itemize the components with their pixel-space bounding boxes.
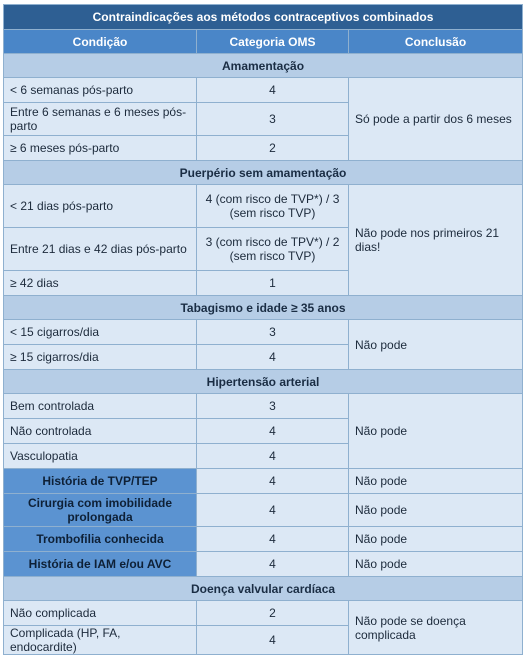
category-cell: 2: [197, 136, 349, 161]
condition-cell: Entre 6 semanas e 6 meses pós-parto: [4, 103, 197, 136]
highlighted-condition-cell: História de IAM e/ou AVC: [4, 552, 197, 577]
condition-cell: Vasculopatia: [4, 444, 197, 469]
conclusion-cell: Não pode nos primeiros 21 dias!: [349, 185, 523, 296]
conclusion-cell: Não pode: [349, 469, 523, 494]
section-header-row: [4, 370, 523, 394]
category-cell: 3: [197, 320, 349, 345]
category-cell: 4 (com risco de TVP*) / 3 (sem risco TVP): [197, 185, 349, 228]
section-header-row: [4, 54, 523, 78]
condition-cell: Bem controlada: [4, 394, 197, 419]
conclusion-cell: Não pode: [349, 494, 523, 527]
section-header-row: [4, 577, 523, 601]
section-header-row: [4, 296, 523, 320]
category-cell: 4: [197, 494, 349, 527]
category-cell: 4: [197, 419, 349, 444]
section-header-row: [4, 161, 523, 185]
table-header-row: [4, 30, 523, 54]
category-cell: 3: [197, 103, 349, 136]
table-title-row: [4, 5, 523, 30]
condition-cell: < 15 cigarros/dia: [4, 320, 197, 345]
table-title: Contraindicações aos métodos contraceptivos combinados: [4, 5, 523, 30]
section-title: Tabagismo e idade ≥ 35 anos: [4, 296, 523, 320]
highlighted-row: [4, 469, 523, 494]
category-cell: 4: [197, 444, 349, 469]
condition-cell: Não controlada: [4, 419, 197, 444]
section-title: Hipertensão arterial: [4, 370, 523, 394]
category-cell: 4: [197, 552, 349, 577]
column-header-condition: Condição: [4, 30, 197, 54]
section-title: Puerpério sem amamentação: [4, 161, 523, 185]
category-cell: 4: [197, 527, 349, 552]
highlighted-condition-cell: Trombofilia conhecida: [4, 527, 197, 552]
conclusion-cell: Não pode: [349, 527, 523, 552]
table-row: [4, 601, 523, 626]
category-cell: 4: [197, 626, 349, 655]
condition-cell: ≥ 15 cigarros/dia: [4, 345, 197, 370]
table-row: [4, 78, 523, 103]
table-row: [4, 320, 523, 345]
table-row: [4, 185, 523, 228]
column-header-conclusion: Conclusão: [349, 30, 523, 54]
condition-cell: ≥ 42 dias: [4, 271, 197, 296]
conclusion-cell: Não pode: [349, 320, 523, 370]
highlighted-row: [4, 494, 523, 527]
conclusion-cell: Não pode se doença complicada: [349, 601, 523, 655]
highlighted-condition-cell: História de TVP/TEP: [4, 469, 197, 494]
section-title: Amamentação: [4, 54, 523, 78]
category-cell: 3 (com risco de TPV*) / 2 (sem risco TVP): [197, 228, 349, 271]
condition-cell: Entre 21 dias e 42 dias pós-parto: [4, 228, 197, 271]
category-cell: 4: [197, 469, 349, 494]
conclusion-cell: Não pode: [349, 394, 523, 469]
category-cell: 4: [197, 345, 349, 370]
table-row: [4, 394, 523, 419]
conclusion-cell: Não pode: [349, 552, 523, 577]
category-cell: 4: [197, 78, 349, 103]
category-cell: 2: [197, 601, 349, 626]
condition-cell: ≥ 6 meses pós-parto: [4, 136, 197, 161]
section-title: Doença valvular cardíaca: [4, 577, 523, 601]
highlighted-row: [4, 527, 523, 552]
highlighted-condition-cell: Cirurgia com imobilidade prolongada: [4, 494, 197, 527]
column-header-category: Categoria OMS: [197, 30, 349, 54]
condition-cell: Complicada (HP, FA, endocardite): [4, 626, 197, 655]
condition-cell: < 6 semanas pós-parto: [4, 78, 197, 103]
highlighted-row: [4, 552, 523, 577]
contraindications-table: [3, 4, 523, 655]
category-cell: 1: [197, 271, 349, 296]
condition-cell: < 21 dias pós-parto: [4, 185, 197, 228]
conclusion-cell: Só pode a partir dos 6 meses: [349, 78, 523, 161]
category-cell: 3: [197, 394, 349, 419]
condition-cell: Não complicada: [4, 601, 197, 626]
